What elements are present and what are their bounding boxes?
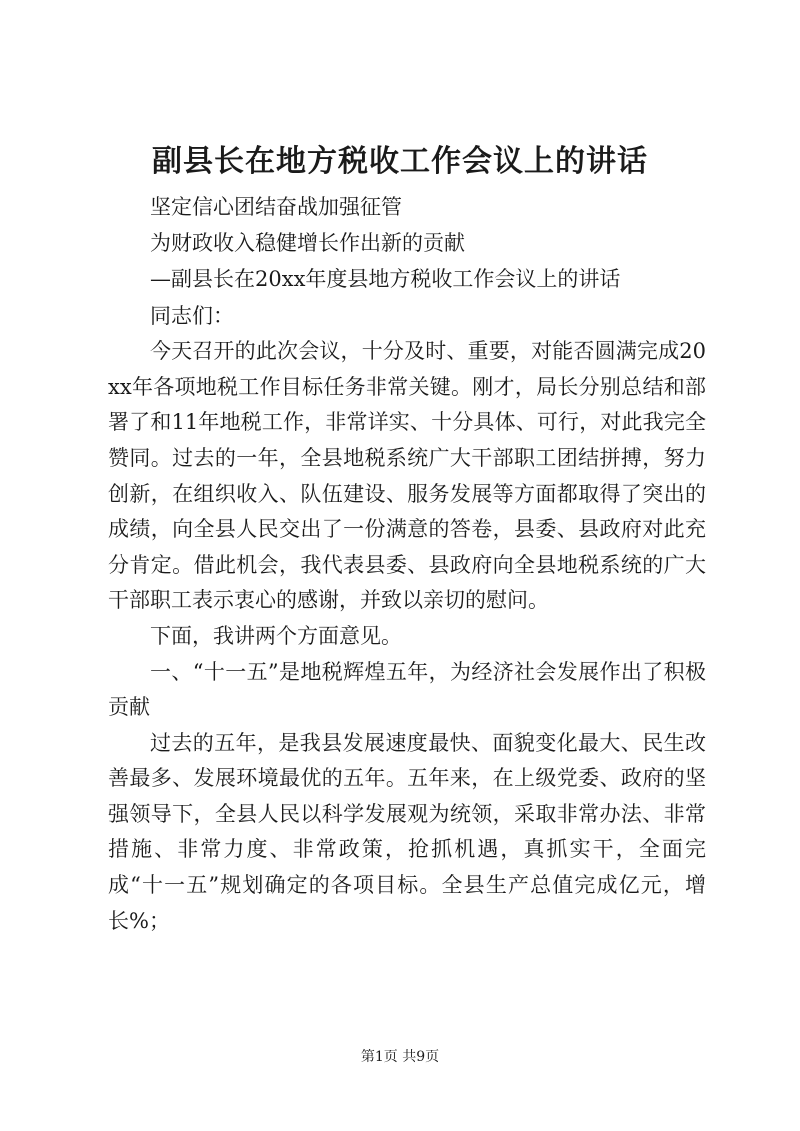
subtitle-line-3: —副县长在20xx年度县地方税收工作会议上的讲话 (150, 267, 621, 292)
subtitle-line-1: 坚定信心团结奋战加强征管 (150, 195, 402, 219)
body-paragraph: 下面，我讲两个方面意见。 (150, 623, 402, 648)
salutation: 同志们： (150, 303, 234, 328)
document-title: 副县长在地方税收工作会议上的讲话 (152, 144, 648, 179)
section-heading: 一、“十一五”是地税辉煌五年，为经济社会发展作出了积极贡献 (108, 659, 706, 720)
body-paragraph: 今天召开的此次会议，十分及时、重要，对能否圆满完成20xx年各项地税工作目标任务非常关键。刚才，局长分别总结和部署了和11年地税工作，非常详实、十分具体、可行，对此我完全赞同。过去的一年，全县地税系统广大干部职工团结拼搏，努力创新，在组织收入、队伍建设、服务发展等方面都取得了突出的成绩，向全县人民交出了一份满意的答卷，县委、县政府对此充分肯定。借此机会，我代表县委、县政府向全县地税系统的广大干部职工表示衷心的感谢，并致以亲切的慰问。 (108, 339, 706, 613)
body-paragraph: 过去的五年，是我县发展速度最快、面貌变化最大、民生改善最多、发展环境最优的五年。五年来，在上级党委、政府的坚强领导下，全县人民以科学发展观为统领，采取非常办法、非常措施、非常力度、非常政策，抢抓机遇，真抓实干，全面完成“十一五”规划确定的各项目标。全县生产总值完成亿元，增长%； (108, 730, 706, 933)
page-number-footer: 第1页 共9页 (360, 1049, 440, 1065)
subtitle-line-2: 为财政收入稳健增长作出新的贡献 (150, 231, 465, 256)
document-body (108, 190, 706, 939)
